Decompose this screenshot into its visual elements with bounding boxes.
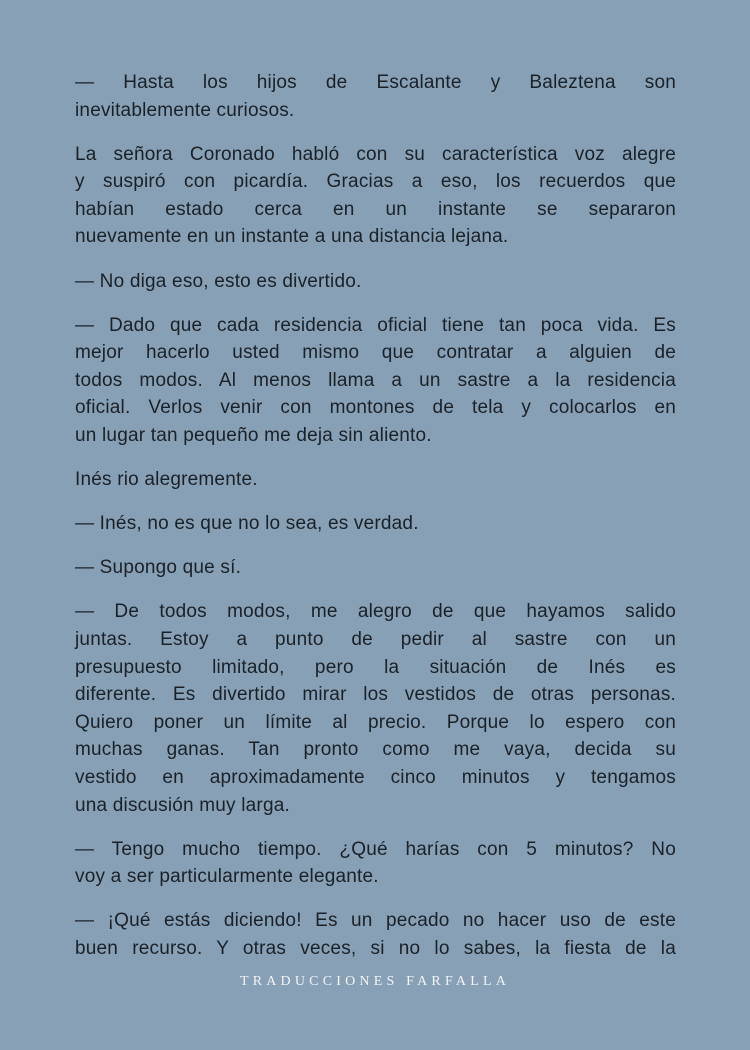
- document-body: [75, 69, 676, 979]
- footer-credit: TRADUCCIONES FARFALLA: [239, 974, 511, 989]
- text-line: un lugar tan pequeño me deja sin aliento.: [75, 425, 432, 447]
- paragraph: [75, 836, 676, 891]
- text-line: todos modos. Al menos llama a un sastre a la residencia: [75, 369, 676, 391]
- text-line: mejor hacerlo usted mismo que contratar a alguien de: [75, 342, 676, 364]
- text-line: y suspiró con picardía. Gracias a eso, los recuerdos que: [75, 171, 676, 193]
- paragraph: [75, 268, 676, 296]
- text-line: nuevamente en un instante a una distancia lejana.: [75, 226, 509, 248]
- text-line: muchas ganas. Tan pronto como me vaya, decida su: [75, 739, 676, 761]
- paragraph: [75, 466, 676, 494]
- text-line: presupuesto limitado, pero la situación de Inés es: [75, 656, 676, 678]
- text-line: habían estado cerca en un instante se separaron: [75, 198, 676, 220]
- paragraph: [75, 312, 676, 450]
- text-line: una discusión muy larga.: [75, 794, 290, 816]
- paragraph: [75, 141, 676, 251]
- text-line: juntas. Estoy a punto de pedir al sastre con un: [75, 629, 676, 650]
- paragraph: [75, 69, 676, 124]
- text-line: — Supongo que sí.: [75, 557, 242, 579]
- text-line: vestido en aproximadamente cinco minutos y tengamos: [75, 766, 676, 788]
- text-line: — Dado que cada residencia oficial tiene tan poca vida. Es: [75, 314, 676, 336]
- text-line: diferente. Es divertido mirar los vestidos de otras personas.: [75, 684, 676, 706]
- text-line: — ¡Qué estás diciendo! Es un pecado no hacer uso de este: [75, 910, 676, 932]
- text-line: La señora Coronado habló con su característica voz alegre: [75, 143, 676, 165]
- text-line: buen recurso. Y otras veces, si no lo sabes, la fiesta de la: [75, 937, 676, 959]
- text-line: — De todos modos, me alegro de que hayamos salido: [75, 601, 676, 623]
- text-line: — Tengo mucho tiempo. ¿Qué harías con 5 minutos? No: [75, 838, 676, 860]
- text-line: — Inés, no es que no lo sea, es verdad.: [75, 513, 419, 535]
- paragraph: [75, 598, 676, 819]
- text-line: — No diga eso, esto es divertido.: [75, 270, 362, 292]
- paragraph: [75, 907, 676, 962]
- text-line: Quiero poner un límite al precio. Porque lo espero con: [75, 711, 676, 733]
- text-line: inevitablemente curiosos.: [75, 99, 295, 121]
- text-line: voy a ser particularmente elegante.: [75, 866, 379, 888]
- paragraph: [75, 510, 676, 538]
- paragraph: [75, 554, 676, 582]
- text-line: Inés rio alegremente.: [75, 469, 258, 491]
- text-line: oficial. Verlos venir con montones de tela y colocarlos en: [75, 397, 676, 419]
- text-line: — Hasta los hijos de Escalante y Baleztena son: [75, 72, 676, 93]
